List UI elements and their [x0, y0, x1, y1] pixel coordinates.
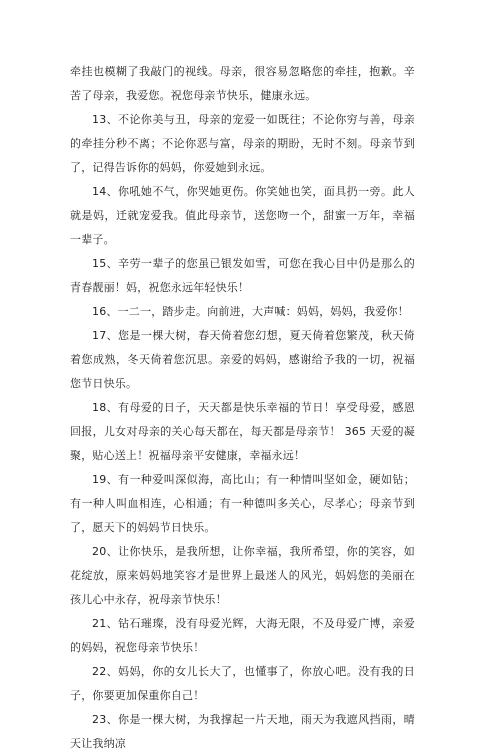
- paragraph: 17、您是一棵大树，春天倚着您幻想，夏天倚着您繁茂，秋天倚着您成熟，冬天倚着您沉思。亲爱的妈妈，感谢给予我的一切，祝福您节日快乐。: [70, 329, 415, 390]
- paragraph: 20、让你快乐，是我所想，让你幸福，我所希望，你的笑容，如花绽放，原来妈妈地笑容才是世界上最迷人的风光，妈妈您的美丽在孩儿心中永存，祝母亲节快乐！: [70, 545, 415, 606]
- paragraph: 牵挂也模糊了我敲门的视线。母亲，很容易忽略您的牵挂，抱歉。辛苦了母亲，我爱您。祝您母亲节快乐，健康永远。: [70, 65, 415, 102]
- paragraph: 19、有一种爱叫深似海，高比山；有一种情叫坚如金，硬如钻；有一种人叫血相连，心相通；有一种德叫多关心，尽孝心；母亲节到了，愿天下的妈妈节日快乐。: [70, 473, 415, 534]
- paragraph: 21、钻石璀璨，没有母爱光辉，大海无限，不及母爱广博，亲爱的妈妈，祝您母亲节快乐！: [70, 617, 415, 654]
- paragraph: 23、你是一棵大树，为我撑起一片天地，雨天为我遮风挡雨，晴天让我纳凉: [70, 713, 415, 750]
- paragraph: 22、妈妈，你的女儿长大了，也懂事了，你放心吧。没有我的日子，你要更加保重你自己！: [70, 665, 415, 702]
- paragraph: 18、有母爱的日子，天天都是快乐幸福的节日！享受母爱，感恩回报，儿女对母亲的关心每天都在，每天都是母亲节！ 365 天爱的凝聚，贴心送上！祝福母亲平安健康，幸福永远！: [70, 401, 415, 462]
- paragraph: 16、一二一，踏步走。向前进，大声喊：妈妈，妈妈，我爱你！: [92, 305, 409, 318]
- document-page: [70, 60, 415, 756]
- paragraph: 13、不论你美与丑，母亲的宠爱一如既往；不论你穷与善，母亲的牵挂分秒不离；不论你恶与富，母亲的期盼，无时不刻。母亲节到了，记得告诉你的妈妈，你爱她到永远。: [70, 113, 415, 174]
- paragraph: 15、辛劳一辈子的您虽已银发如雪，可您在我心目中仍是那么的青春靓丽！妈，祝您永远年轻快乐！: [70, 257, 415, 294]
- paragraph: 14、你吼她不气，你哭她更伤。你笑她也笑，面具扔一旁。此人就是妈，迁就宠爱我。值此母亲节，送您吻一个，甜蜜一万年，幸福一辈子。: [70, 185, 415, 246]
